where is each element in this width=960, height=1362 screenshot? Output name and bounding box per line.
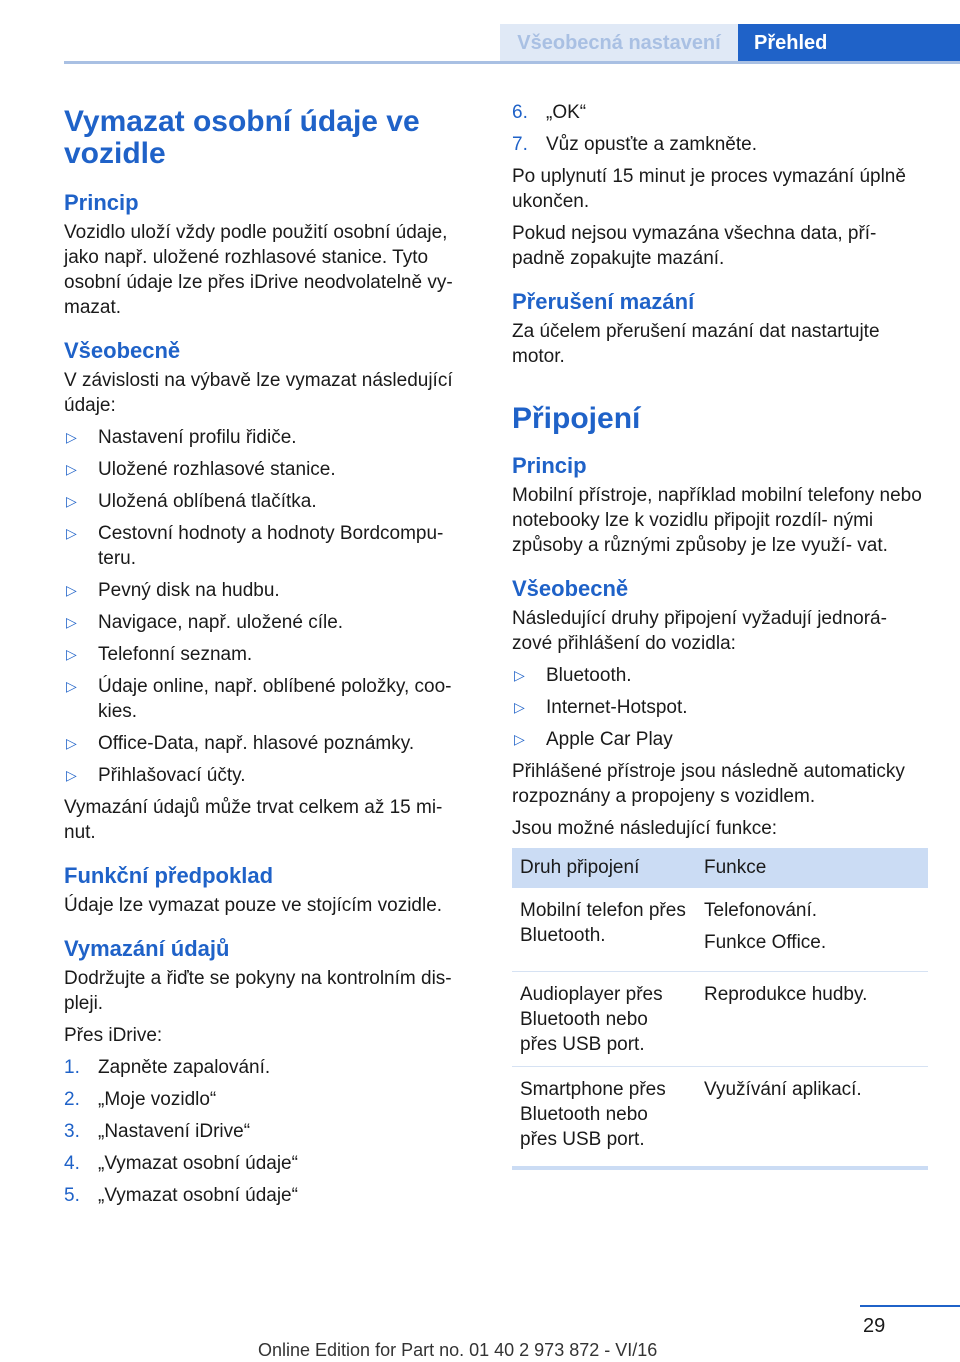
paragraph: Přihlášené přístroje jsou následně automaticky rozpoznány a propojeny s vozidlem. <box>512 761 905 807</box>
page-number: 29 <box>863 1315 886 1337</box>
header-section-tab[interactable]: Všeobecná nastavení <box>500 24 738 62</box>
table-row <box>512 888 928 972</box>
triangle-bullet-icon: ▷ <box>514 667 525 683</box>
section-title-pripojeni: Připojení <box>512 402 641 435</box>
list-item: ▷ Office-Data, např. hlasové poznámky. <box>66 733 415 754</box>
step-item: 4. „Vymazat osobní údaje“ <box>64 1153 298 1174</box>
paragraph: Za účelem přerušení mazání dat nastartujte motor. <box>512 321 880 367</box>
heading-preruseni-mazani: Přerušení mazání <box>512 289 695 314</box>
heading-vymazani-udaju: Vymazání údajů <box>64 936 230 961</box>
triangle-bullet-icon: ▷ <box>66 767 77 783</box>
step-number: 5. <box>64 1185 80 1206</box>
paragraph: Dodržujte a řiďte se pokyny na kontrolním dis- pleji. <box>64 968 452 1014</box>
page-title: Vymazat osobní údaje ve vozidle <box>64 105 420 170</box>
paragraph: Mobilní přístroje, například mobilní telefony nebo notebooky lze k vozidlu připojit rozdíl- nými způsoby a různými způsoby je lze využí- vat. <box>512 485 922 556</box>
list-item: ▷ Pevný disk na hudbu. <box>66 580 280 601</box>
heading-vseobecne: Všeobecně <box>512 576 629 601</box>
triangle-bullet-icon: ▷ <box>66 493 77 509</box>
header-bar <box>0 24 960 62</box>
table-cell: Reprodukce hudby. <box>696 972 928 1067</box>
triangle-bullet-icon: ▷ <box>66 678 77 694</box>
list-item: ▷ Bluetooth. <box>514 665 632 686</box>
header-active-tab[interactable]: Přehled <box>738 24 960 62</box>
paragraph: Po uplynutí 15 minut je proces vymazání úplně ukončen. <box>512 166 906 212</box>
steps-list-continued <box>512 100 924 157</box>
step-item: 1. Zapněte zapalování. <box>64 1057 271 1078</box>
step-number: 1. <box>64 1057 80 1078</box>
heading-vseobecne: Všeobecně <box>64 338 181 363</box>
paragraph: V závislosti na výbavě lze vymazat následující údaje: <box>64 370 453 416</box>
triangle-bullet-icon: ▷ <box>66 525 77 541</box>
column-header: Druh připojení <box>512 848 696 888</box>
step-item: 7. Vůz opusťte a zamkněte. <box>512 134 757 155</box>
list-item: ▷ Uložená oblíbená tlačítka. <box>66 491 317 512</box>
left-column <box>64 100 476 1215</box>
step-number: 3. <box>64 1121 80 1142</box>
heading-princip: Princip <box>64 190 139 215</box>
heading-princip: Princip <box>512 453 587 478</box>
list-item: ▷ Údaje online, např. oblíbené položky, coo- kies. <box>66 676 452 722</box>
table-cell: Audioplayer přes Bluetooth nebo přes USB port. <box>512 972 696 1067</box>
table-cell: Využívání aplikací. <box>696 1067 928 1169</box>
table-header-row <box>512 848 928 888</box>
paragraph: Údaje lze vymazat pouze ve stojícím vozidle. <box>64 895 443 916</box>
step-number: 4. <box>64 1153 80 1174</box>
step-item: 5. „Vymazat osobní údaje“ <box>64 1185 298 1206</box>
step-number: 6. <box>512 102 528 123</box>
paragraph: Pokud nejsou vymazána všechna data, pří- padně zopakujte mazání. <box>512 223 877 269</box>
list-item: ▷ Internet-Hotspot. <box>514 697 688 718</box>
connection-list <box>512 663 924 752</box>
right-column <box>512 100 924 1170</box>
list-item: ▷ Apple Car Play <box>514 729 673 750</box>
list-item: ▷ Uložené rozhlasové stanice. <box>66 459 336 480</box>
triangle-bullet-icon: ▷ <box>66 461 77 477</box>
triangle-bullet-icon: ▷ <box>66 429 77 445</box>
triangle-bullet-icon: ▷ <box>66 614 77 630</box>
step-number: 2. <box>64 1089 80 1110</box>
functions-table <box>512 848 928 1170</box>
list-item: ▷ Přihlašovací účty. <box>66 765 246 786</box>
data-list <box>64 425 476 788</box>
list-item: ▷ Nastavení profilu řidiče. <box>66 427 297 448</box>
header-divider <box>64 61 960 64</box>
list-item: ▷ Cestovní hodnoty a hodnoty Bordcompu- teru. <box>66 523 444 569</box>
heading-funkcni-predpoklad: Funkční předpoklad <box>64 863 274 888</box>
steps-list <box>64 1055 476 1208</box>
triangle-bullet-icon: ▷ <box>66 735 77 751</box>
table-cell: Mobilní telefon přes Bluetooth. <box>512 888 696 972</box>
step-item: 2. „Moje vozidlo“ <box>64 1089 217 1110</box>
paragraph: Přes iDrive: <box>64 1025 163 1046</box>
edition-note: Online Edition for Part no. 01 40 2 973 872 - VI/16 <box>258 1340 658 1360</box>
triangle-bullet-icon: ▷ <box>514 699 525 715</box>
paragraph: Vymazání údajů může trvat celkem až 15 mi- nut. <box>64 797 443 843</box>
table-row <box>512 1067 928 1169</box>
triangle-bullet-icon: ▷ <box>66 582 77 598</box>
list-item: ▷ Telefonní seznam. <box>66 644 253 665</box>
step-item: 3. „Nastavení iDrive“ <box>64 1121 251 1142</box>
paragraph: Vozidlo uloží vždy podle použití osobní údaje, jako např. uložené rozhlasové stanice. Tyto osobní údaje lze přes iDrive neodvolatelně vy- mazat. <box>64 222 453 318</box>
table-cell: Telefonování. Funkce Office. <box>696 888 928 972</box>
step-item: 6. „OK“ <box>512 102 587 123</box>
table-row <box>512 972 928 1067</box>
list-item: ▷ Navigace, např. uložené cíle. <box>66 612 344 633</box>
table-cell: Smartphone přes Bluetooth nebo přes USB port. <box>512 1067 696 1169</box>
paragraph: Následující druhy připojení vyžadují jednorá- zové přihlášení do vozidla: <box>512 608 887 654</box>
footer-divider <box>860 1305 960 1307</box>
column-header: Funkce <box>696 848 928 888</box>
triangle-bullet-icon: ▷ <box>66 646 77 662</box>
triangle-bullet-icon: ▷ <box>514 731 525 747</box>
step-number: 7. <box>512 134 528 155</box>
paragraph: Jsou možné následující funkce: <box>512 818 778 839</box>
